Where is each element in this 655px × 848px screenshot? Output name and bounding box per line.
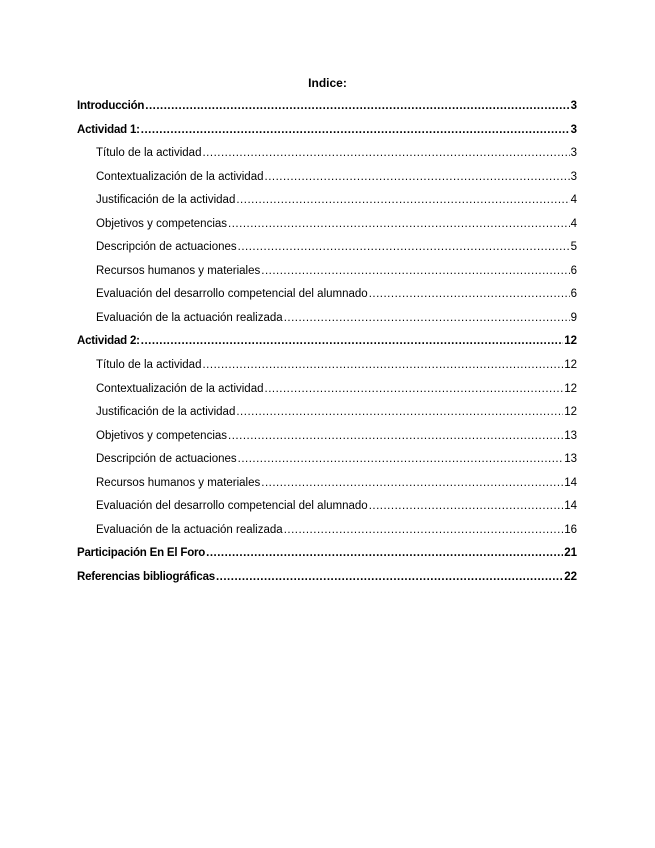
toc-entry-page-number: 3: [570, 100, 577, 112]
dot-leader: [236, 401, 563, 425]
dot-leader: [261, 472, 563, 496]
toc-entry[interactable]: [77, 307, 577, 331]
toc-entry[interactable]: [77, 142, 577, 166]
dot-leader: [238, 448, 564, 472]
toc-entry-label: Recursos humanos y materiales: [96, 476, 261, 489]
toc-entry-label: Justificación de la actividad: [96, 406, 236, 419]
toc-entry[interactable]: [77, 213, 577, 237]
dot-leader: [265, 378, 564, 402]
toc-entry[interactable]: [77, 95, 577, 119]
toc-entry-page-number: 13: [564, 429, 577, 442]
toc-entry-page-number: 12: [564, 406, 577, 419]
toc-entry-page-number: 12: [564, 382, 577, 395]
toc-entry-label: Evaluación del desarrollo competencial del alumnado: [96, 288, 368, 301]
dot-leader: [141, 330, 563, 354]
dot-leader: [206, 542, 563, 566]
toc-entry[interactable]: [77, 566, 577, 590]
toc-entry-label: Justificación de la actividad: [96, 194, 236, 207]
toc-entry[interactable]: [77, 119, 577, 143]
toc-entry-label: Descripción de actuaciones: [96, 453, 237, 466]
toc-entry-page-number: 13: [564, 453, 577, 466]
dot-leader: [145, 95, 569, 119]
toc-entry-page-number: 3: [570, 170, 577, 183]
toc-entry[interactable]: [77, 330, 577, 354]
dot-leader: [216, 566, 563, 590]
toc-entry[interactable]: [77, 542, 577, 566]
table-of-contents: [77, 95, 577, 589]
toc-entry[interactable]: [77, 401, 577, 425]
toc-entry-page-number: 3: [570, 123, 577, 136]
toc-entry-page-number: 22: [564, 570, 577, 583]
toc-entry-page-number: 21: [564, 547, 577, 560]
toc-entry-label: Participación En El Foro: [77, 547, 206, 560]
toc-entry[interactable]: [77, 189, 577, 213]
toc-entry-page-number: 5: [570, 241, 577, 254]
toc-entry[interactable]: [77, 378, 577, 402]
dot-leader: [236, 189, 569, 213]
toc-entry-label: Objetivos y competencias: [96, 217, 228, 230]
dot-leader: [141, 119, 570, 143]
toc-entry[interactable]: [77, 236, 577, 260]
dot-leader: [228, 425, 563, 449]
toc-entry-page-number: 9: [570, 311, 577, 324]
toc-entry-label: Objetivos y competencias: [96, 429, 228, 442]
page-title: Indice:: [308, 76, 347, 90]
dot-leader: [261, 260, 569, 284]
dot-leader: [238, 236, 570, 260]
toc-entry[interactable]: [77, 472, 577, 496]
toc-entry-page-number: 6: [570, 288, 577, 301]
toc-entry[interactable]: [77, 448, 577, 472]
toc-entry[interactable]: [77, 354, 577, 378]
toc-entry-label: Contextualización de la actividad: [96, 382, 264, 395]
dot-leader: [284, 307, 570, 331]
toc-entry-page-number: 14: [564, 500, 577, 513]
toc-entry-label: Evaluación de la actuación realizada: [96, 311, 283, 324]
toc-entry-label: Introducción: [77, 100, 145, 112]
toc-entry-page-number: 12: [564, 335, 577, 348]
toc-entry-page-number: 12: [564, 359, 577, 372]
toc-entry-label: Evaluación del desarrollo competencial del alumnado: [96, 500, 368, 513]
toc-entry-label: Actividad 1:: [77, 123, 140, 136]
dot-leader: [369, 283, 570, 307]
dot-leader: [369, 495, 564, 519]
toc-entry-label: Contextualización de la actividad: [96, 170, 264, 183]
toc-entry[interactable]: [77, 425, 577, 449]
toc-entry-label: Título de la actividad: [96, 147, 202, 160]
dot-leader: [265, 166, 570, 190]
toc-entry-label: Recursos humanos y materiales: [96, 264, 261, 277]
toc-entry-page-number: 4: [570, 217, 577, 230]
toc-entry-page-number: 14: [564, 476, 577, 489]
toc-entry[interactable]: [77, 495, 577, 519]
toc-entry-label: Referencias bibliográficas: [77, 570, 215, 583]
toc-entry[interactable]: [77, 519, 577, 543]
toc-entry-label: Título de la actividad: [96, 359, 202, 372]
dot-leader: [228, 213, 570, 237]
dot-leader: [202, 142, 569, 166]
dot-leader: [284, 519, 564, 543]
toc-entry-page-number: 4: [570, 194, 577, 207]
toc-entry-page-number: 3: [570, 147, 577, 160]
toc-entry-page-number: 6: [570, 264, 577, 277]
toc-entry-page-number: 16: [564, 523, 577, 536]
toc-entry-label: Evaluación de la actuación realizada: [96, 523, 283, 536]
toc-entry[interactable]: [77, 283, 577, 307]
dot-leader: [202, 354, 563, 378]
toc-entry-label: Actividad 2:: [77, 335, 140, 348]
toc-entry[interactable]: [77, 166, 577, 190]
toc-entry-label: Descripción de actuaciones: [96, 241, 237, 254]
toc-entry[interactable]: [77, 260, 577, 284]
